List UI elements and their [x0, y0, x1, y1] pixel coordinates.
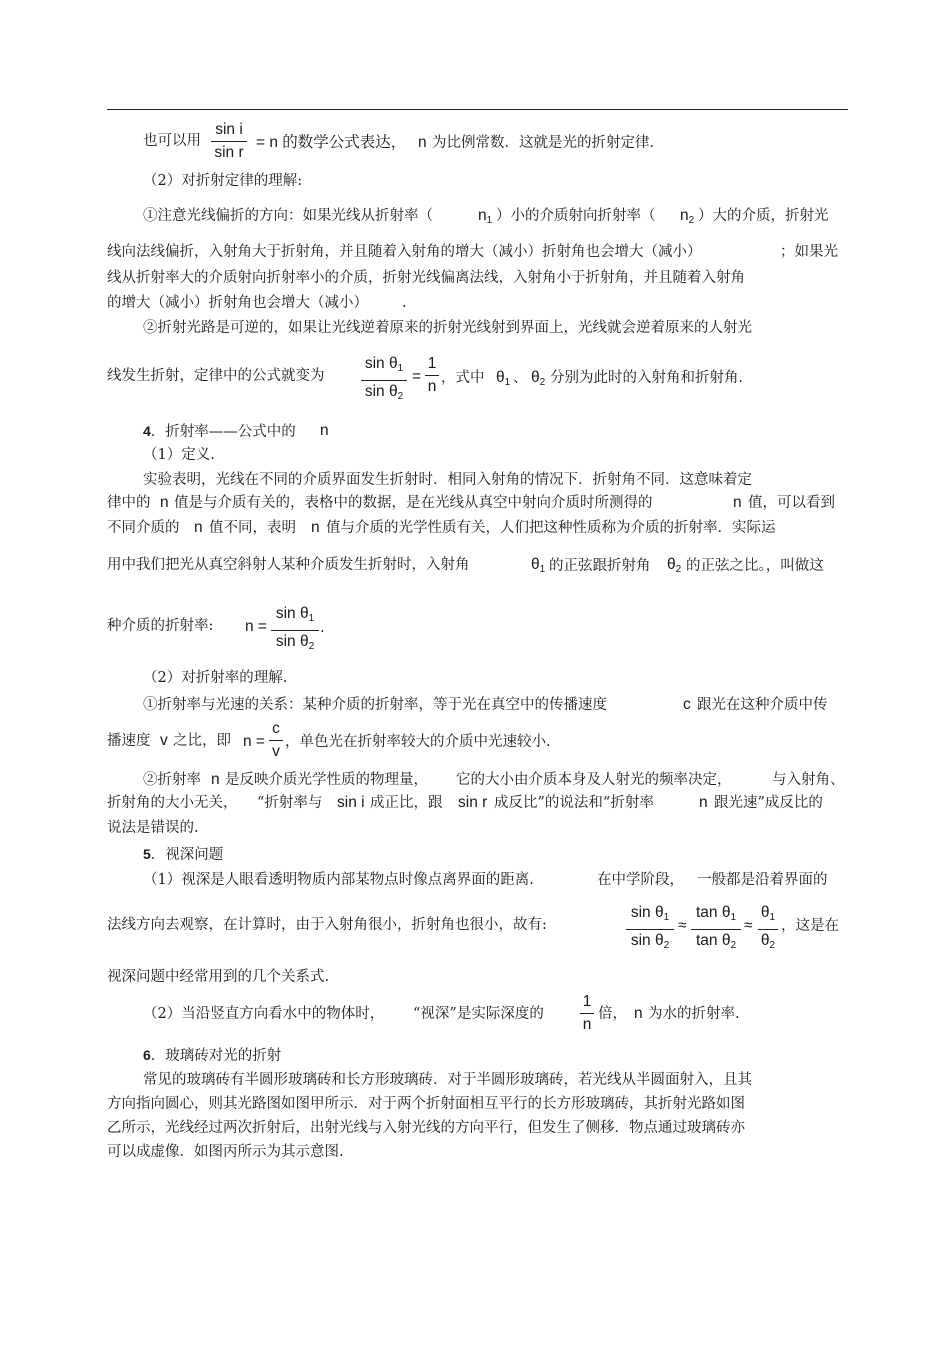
math-symbol: sin r [458, 794, 488, 811]
text-line: 的增大（减小）折射角也会增大（减小） [107, 295, 368, 311]
text-line: （2）对折射率的理解. [143, 670, 288, 686]
math-symbol: n [160, 494, 169, 511]
formula-fraction: 1 n [580, 992, 594, 1035]
math-symbol: n = [245, 618, 267, 635]
text-line: 种介质的折射率: [107, 618, 214, 634]
text-line: 为水的折射率. [648, 1006, 740, 1022]
text-line: “折射率与 [257, 795, 323, 811]
text-line: （2）当沿竖直方向看水中的物体时， [143, 1006, 385, 1022]
text-line: 法线方向去观察，在计算时，由于入射角很小，折射角也很小，故有: [107, 917, 547, 933]
text-line: 是反映介质光学性质的物理量， [225, 772, 428, 788]
text-line: 为比例常数．这就是光的折射定律． [432, 135, 664, 151]
text-line: 常见的玻璃砖有半圆形玻璃砖和长方形玻璃砖．对于半圆形玻璃砖，若光线从半圆面射入，且其 [143, 1072, 752, 1088]
math-symbol: n = [243, 733, 265, 750]
math-symbol: n [634, 1005, 643, 1022]
math-symbol: ≈ [678, 917, 687, 934]
math-symbol: n [194, 519, 203, 536]
text-line: 播速度 [107, 733, 151, 749]
text-line: （2）对折射定律的理解: [143, 173, 303, 189]
text-line: 视深问题中经常用到的几个关系式. [107, 969, 330, 985]
math-symbol: $n_2$ [680, 207, 695, 226]
text-line: ，单色光在折射率较大的介质中光速较小. [285, 734, 551, 750]
text-line: 说法是错误的. [107, 820, 199, 836]
text-line: 实验表明，光线在不同的介质界面发生折射时．相同入射角的情况下．折射角不同．这意味着定 [143, 472, 752, 488]
text-line: 不同介质的 [107, 520, 180, 536]
math-symbol: n [733, 494, 742, 511]
text-line: 值是与介质有关的，表格中的数据，是在光线从真空中射向介质时所测得的 [174, 495, 653, 511]
formula-fraction: sin i sin r [211, 120, 247, 163]
text-line: 跟光速”成反比的 [714, 795, 823, 811]
text-line: 律中的 [107, 495, 151, 511]
text-line: 一般都是沿着界面的 [697, 872, 828, 888]
math-symbol: $\theta_1$ [496, 369, 511, 388]
text-line: ②折射率 [143, 772, 201, 788]
text-line: ②折射光路是可逆的，如果让光线逆着原来的折射光线射到界面上，光线就会逆着原来的人射光 [143, 320, 752, 336]
text-line: = n 的数学公式表达， [256, 134, 407, 151]
formula-fraction: $\theta_1$ $\theta_2$ [758, 903, 778, 956]
text-line: ，式中 [441, 370, 485, 386]
text-line: 方向指向圆心，则其光路图如图甲所示．对于两个折射面相互平行的长方形玻璃砖，其折射光路如图 [107, 1096, 745, 1112]
text-line: 成反比”的说法和“折射率 [494, 795, 654, 811]
text-line: 在中学阶段， [597, 872, 684, 888]
formula-fraction: $\sin \theta_1$ $\sin \theta_2$ [271, 604, 319, 657]
math-symbol: n [699, 794, 708, 811]
text-line: ）大的介质，折射光 [698, 208, 829, 224]
math-symbol: ≈ [744, 917, 753, 934]
math-symbol: $\theta_2$ [531, 369, 546, 388]
math-symbol: n [211, 771, 220, 788]
text-line: 值与介质的光学性质有关，人们把这种性质称为介质的折射率．实际运 [326, 520, 776, 536]
text-line: 成正比，跟 [370, 795, 443, 811]
text-line: “视深”是实际深度的 [413, 1006, 544, 1022]
header-rule [107, 109, 848, 110]
formula-fraction: 1 n [425, 354, 439, 397]
text-line: ；如果光 [780, 244, 838, 260]
text-line: （1）定义. [143, 447, 215, 463]
text-line: 用中我们把光从真空斜射人某种介质发生折射时，入射角 [107, 557, 470, 573]
text-line: 倍， [598, 1006, 627, 1022]
text-line: 线从折射率大的介质射向折射率小的介质，折射光线偏离法线，入射角小于折射角，并且随着入射角 [107, 270, 745, 286]
text-line: 值，可以看到 [748, 495, 835, 511]
text-line: 乙所示，光线经过两次折射后，出射光线与入射光线的方向平行，但发生了侧移．物点通过玻璃砖亦 [107, 1120, 745, 1136]
math-symbol: v [160, 732, 168, 749]
text-line: 可以成虚像．如图丙所示为其示意图. [107, 1144, 344, 1160]
text-line: . [402, 295, 407, 311]
text-line: 之比，即 [173, 733, 231, 749]
math-symbol: n [311, 519, 320, 536]
text-line: 线发生折射，定律中的公式就变为 [107, 368, 325, 384]
math-symbol: $\theta_1$ [531, 556, 546, 575]
section-heading: 4．折射率——公式中的 [143, 423, 296, 440]
formula-fraction: c v [269, 719, 283, 762]
text-line: 分别为此时的入射角和折射角． [550, 370, 753, 386]
text-line: （1）视深是人眼看透明物质内部某物点时像点离界面的距离. [143, 872, 534, 888]
text-line: 折射角的大小无关， [107, 795, 238, 811]
text-line: ①折射率与光速的关系：某种介质的折射率，等于光在真空中的传播速度 [143, 697, 607, 713]
text-line: 跟光在这种介质中传 [697, 697, 828, 713]
text-line: 线向法线偏折，入射角大于折射角，并且随着入射角的增大（减小）折射角也会增大（减小） [107, 244, 702, 260]
text-line: 、 [513, 370, 528, 386]
text-line: 也可以用 [143, 133, 201, 149]
math-symbol: sin i [337, 794, 365, 811]
text-line: ①注意光线偏折的方向：如果光线从折射率（ [143, 208, 433, 224]
math-symbol: = [412, 368, 422, 385]
text-line: 的正弦之比。，叫做这 [686, 558, 824, 574]
text-line: 与入射角、 [772, 772, 845, 788]
text-line: 它的大小由介质本身及人射光的频率决定， [456, 772, 732, 788]
formula-fraction: $\sin \theta_1$ $\sin \theta_2$ [626, 903, 674, 956]
formula-fraction: $\sin \theta_1$ $\sin \theta_2$ [361, 354, 407, 407]
section-heading: 5．视深问题 [143, 846, 224, 863]
text-line: . [320, 620, 325, 636]
math-symbol: $n_1$ [478, 207, 493, 226]
section-heading: 6．玻璃砖对光的折射 [143, 1047, 282, 1064]
text-line: 值不同，表明 [209, 520, 296, 536]
text-line: 的正弦跟折射角 [549, 558, 651, 574]
formula-fraction: $\tan \theta_1$ $\tan \theta_2$ [691, 903, 741, 956]
math-symbol: $\theta_2$ [667, 556, 682, 575]
text-line: ）小的介质射向折射率（ [496, 208, 656, 224]
math-symbol: n [320, 422, 329, 439]
math-symbol: n [418, 134, 427, 151]
text-line: ，这是在 [781, 918, 839, 934]
math-symbol: c [683, 696, 691, 713]
